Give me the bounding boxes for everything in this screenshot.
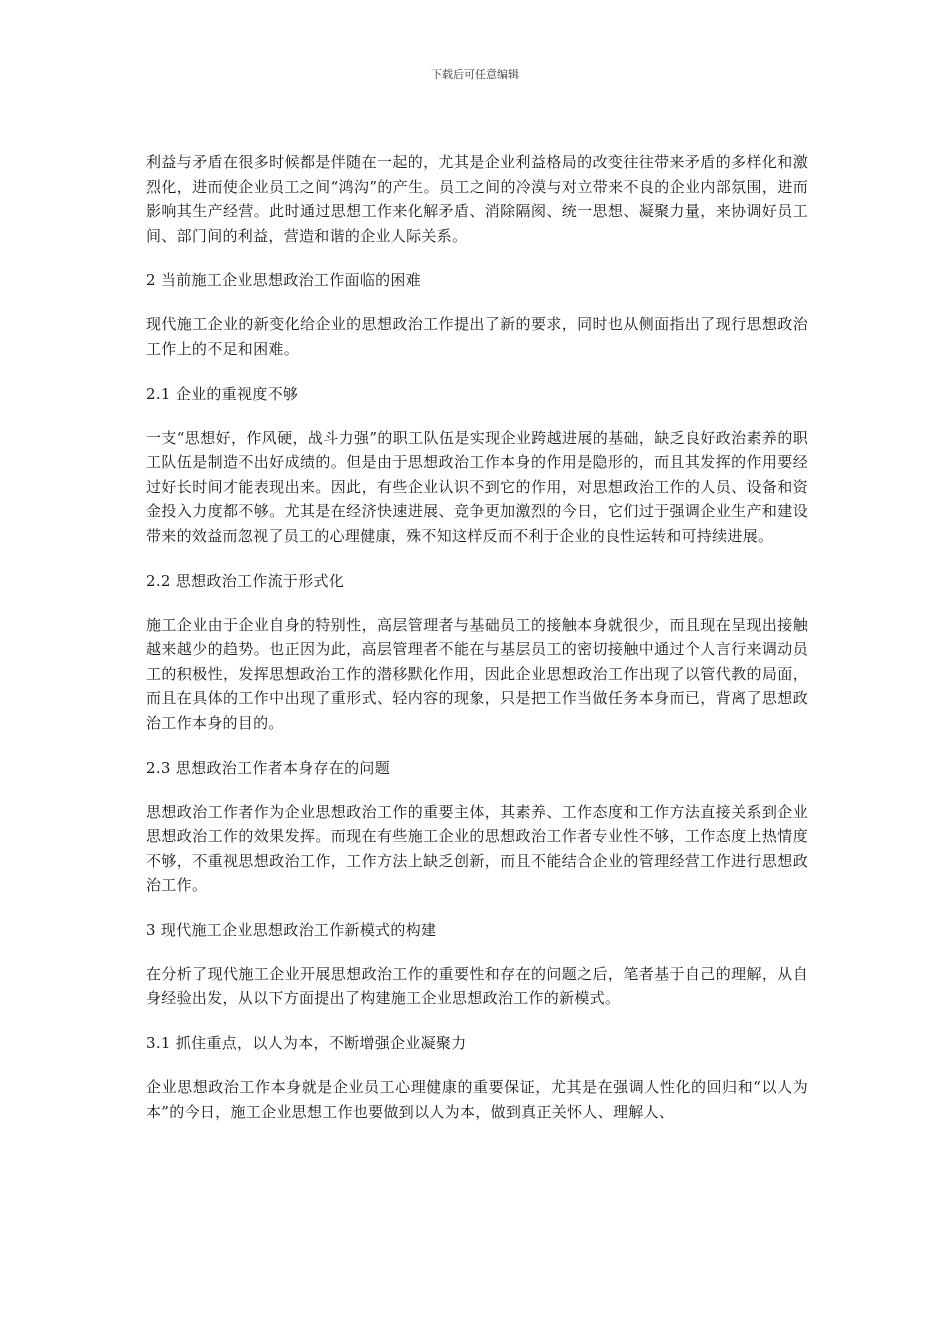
page-header: 下载后可任意编辑 xyxy=(431,68,519,81)
paragraph: 思想政治工作者作为企业思想政治工作的重要主体，其素养、工作态度和工作方法直接关系到企业思想政治工作的效果发挥。而现在有些施工企业的思想政治工作者专业性不够，工作态度上热情度不够，不重视思想政治工作，工作方法上缺乏创新，而且不能结合企业的管理经营工作进行思想政治工作。 xyxy=(146,802,808,895)
paragraph: 企业思想政治工作本身就是企业员工心理健康的重要保证，尤其是在强调人性化的回归和“以人为本”的今日，施工企业思想工作也要做到以人为本，做到真正关怀人、理解人、 xyxy=(146,1078,808,1121)
paragraph: 利益与矛盾在很多时候都是伴随在一起的，尤其是企业利益格局的改变往往带来矛盾的多样化和激烈化，进而使企业员工之间“鸿沟”的产生。员工之间的冷漠与对立带来不良的企业内部氛围，进而影响其生产经营。此时通过思想工作来化解矛盾、消除隔阂、统一思想、凝聚力量，来协调好员工间、部门间的利益，营造和谐的企业人际关系。 xyxy=(146,153,808,245)
section-heading: 3.1 抓住重点，以人为本，不断增强企业凝聚力 xyxy=(146,1034,467,1053)
paragraph: 施工企业由于企业自身的特别性，高层管理者与基础员工的接触本身就很少，而且现在呈现出接触越来越少的趋势。也正因为此，高层管理者不能在与基层员工的密切接触中通过个人言行来调动员工的积极性，发挥思想政治工作的潜移默化作用，因此企业思想政治工作出现了以管代教的局面，而且在具体的工作中出现了重形式、轻内容的现象，只是把工作当做任务本身而已，背离了思想政治工作本身的目的。 xyxy=(146,615,808,732)
section-heading: 2.1 企业的重视度不够 xyxy=(146,384,299,403)
section-heading: 3 现代施工企业思想政治工作新模式的构建 xyxy=(146,920,437,939)
section-heading: 2 当前施工企业思想政治工作面临的困难 xyxy=(146,271,422,290)
paragraph: 现代施工企业的新变化给企业的思想政治工作提出了新的要求，同时也从侧面指出了现行思想政治工作上的不足和困难。 xyxy=(146,315,808,358)
section-heading: 2.3 思想政治工作者本身存在的问题 xyxy=(146,758,391,777)
document-body xyxy=(146,150,808,1144)
paragraph: 在分析了现代施工企业开展思想政治工作的重要性和存在的问题之后，笔者基于自己的理解，从自身经验出发，从以下方面提出了构建施工企业思想政治工作的新模式。 xyxy=(146,964,808,1008)
paragraph: 一支“思想好，作风硬，战斗力强”的职工队伍是实现企业跨越进展的基础，缺乏良好政治素养的职工队伍是制造不出好成绩的。但是由于思想政治工作本身的作用是隐形的，而且其发挥的作用要经过好长时间才能表现出来。因此，有些企业认识不到它的作用，对思想政治工作的人员、设备和资金投入力度都不够。尤其是在经济快速进展、竞争更加激烈的今日，它们过于强调企业生产和建设带来的效益而忽视了员工的心理健康，殊不知这样反而不利于企业的良性运转和可持续进展。 xyxy=(146,428,808,545)
section-heading: 2.2 思想政治工作流于形式化 xyxy=(146,571,345,590)
